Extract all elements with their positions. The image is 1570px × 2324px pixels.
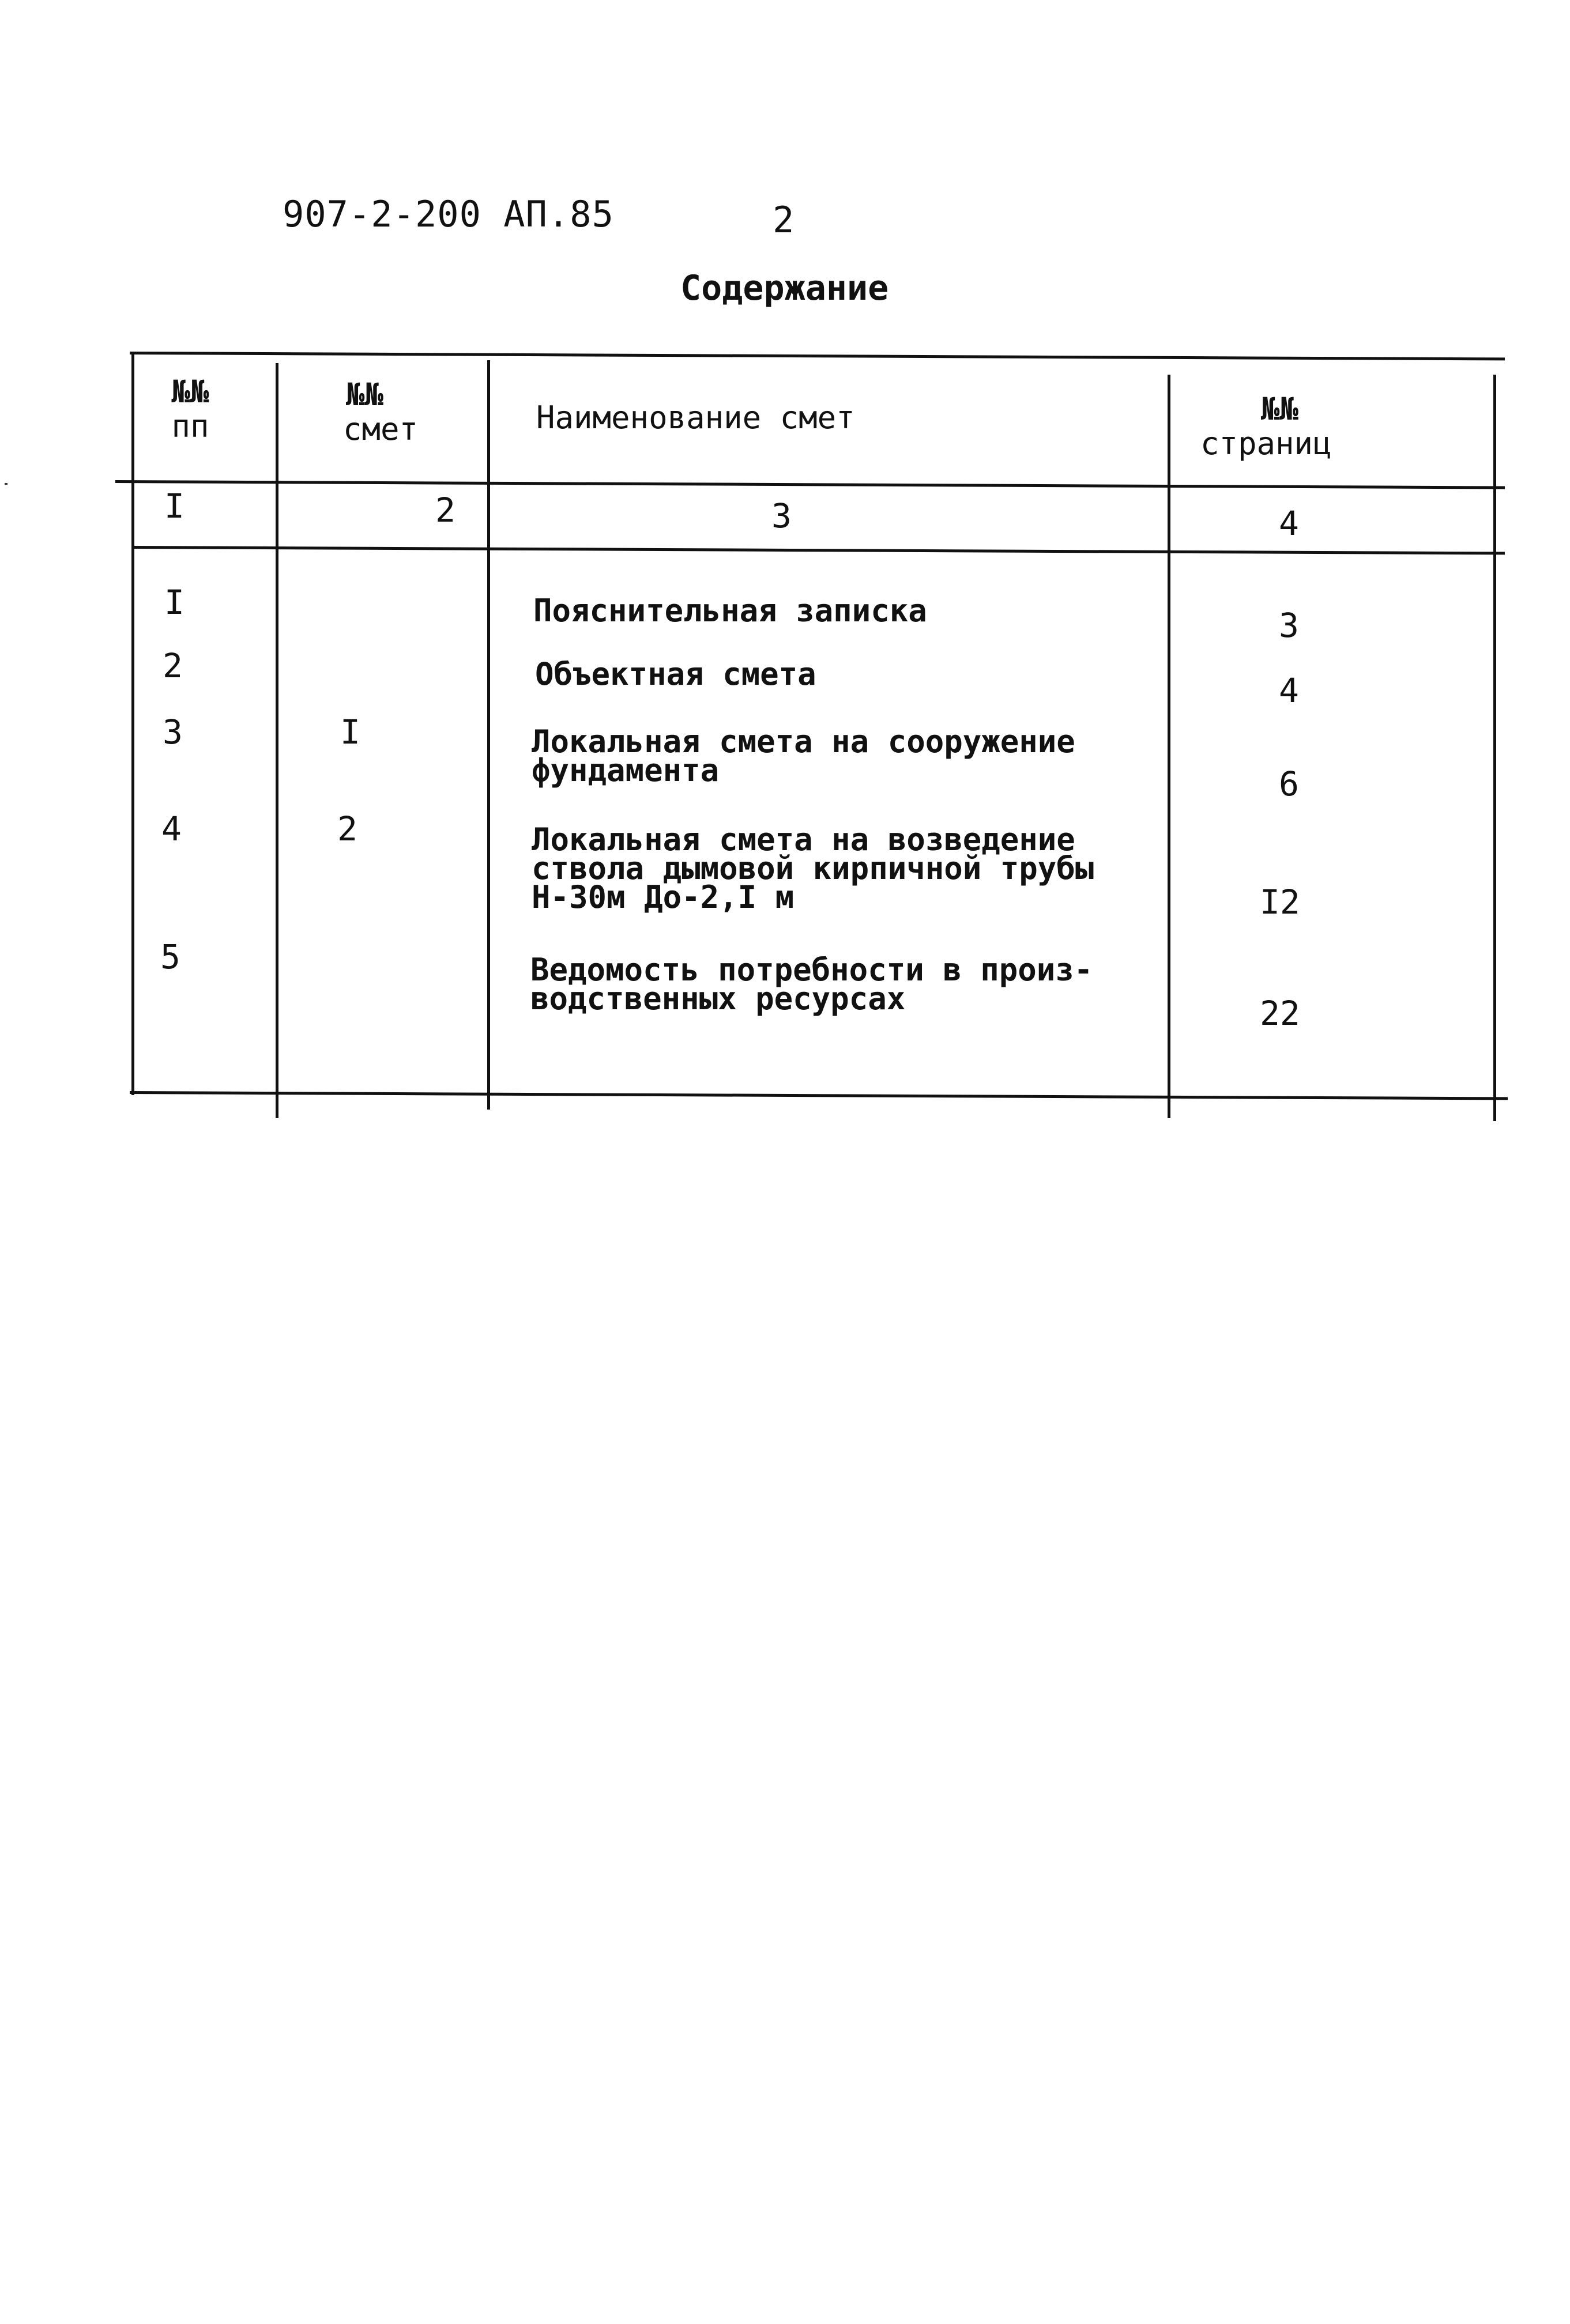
header-pages-line2: страниц <box>1200 425 1332 462</box>
row-4-name: Локальная смета на возведение ствола дымовой кирпичной трубы Н-30м До-2,I м <box>532 821 1094 915</box>
row-4-pp: 4 <box>161 809 182 848</box>
header-smeta-line2: смет <box>343 411 419 447</box>
header-pp <box>167 375 213 444</box>
column-number-4: 4 <box>1279 504 1299 543</box>
header-pages <box>1200 392 1332 461</box>
column-divider-1 <box>276 363 278 1118</box>
column-number-row-border <box>133 546 1505 554</box>
row-2-pages: 4 <box>1279 671 1299 710</box>
row-4-pages: I2 <box>1260 882 1300 922</box>
table-bottom-border <box>130 1091 1508 1100</box>
row-3-pages: 6 <box>1279 764 1299 803</box>
row-2-name: Объектная смета <box>535 656 816 692</box>
header-pp-line2: пп <box>171 408 209 444</box>
row-2-pp: 2 <box>163 646 183 685</box>
page-title: Содержание <box>680 268 889 308</box>
header-smeta <box>343 378 418 447</box>
row-5-pages: 22 <box>1260 994 1300 1033</box>
table-top-border <box>130 352 1505 360</box>
row-1-pp: I <box>164 583 185 622</box>
row-5-name: Ведомость потребности в произ- водственных ресурсах <box>530 952 1093 1017</box>
column-divider-3 <box>1168 375 1170 1118</box>
column-number-2: 2 <box>435 491 455 530</box>
row-3-pp: 3 <box>163 712 183 752</box>
header-bottom-border <box>115 480 1505 489</box>
row-1-pages: 3 <box>1279 606 1299 645</box>
column-divider-2 <box>487 360 490 1110</box>
table-right-border <box>1493 375 1496 1121</box>
row-5-pp: 5 <box>160 937 180 976</box>
page-number: 2 <box>773 199 795 241</box>
scan-speck <box>5 483 7 485</box>
header-name-line1: Наименование смет <box>536 399 855 436</box>
table-left-border <box>131 354 134 1095</box>
header-smeta-line1: №№ <box>346 376 384 413</box>
header-pages-line1: №№ <box>1261 391 1299 427</box>
row-1-name: Пояснительная записка <box>533 593 927 629</box>
header-pp-line1: №№ <box>171 373 209 410</box>
row-3-smeta: I <box>340 712 360 752</box>
header-name <box>536 401 855 435</box>
column-number-3: 3 <box>771 496 792 535</box>
row-3-name: Локальная смета на сооружение фундамента <box>532 723 1075 788</box>
row-4-smeta: 2 <box>337 809 357 848</box>
column-number-1: I <box>164 486 185 526</box>
document-code: 907-2-200 АП.85 <box>283 193 614 235</box>
